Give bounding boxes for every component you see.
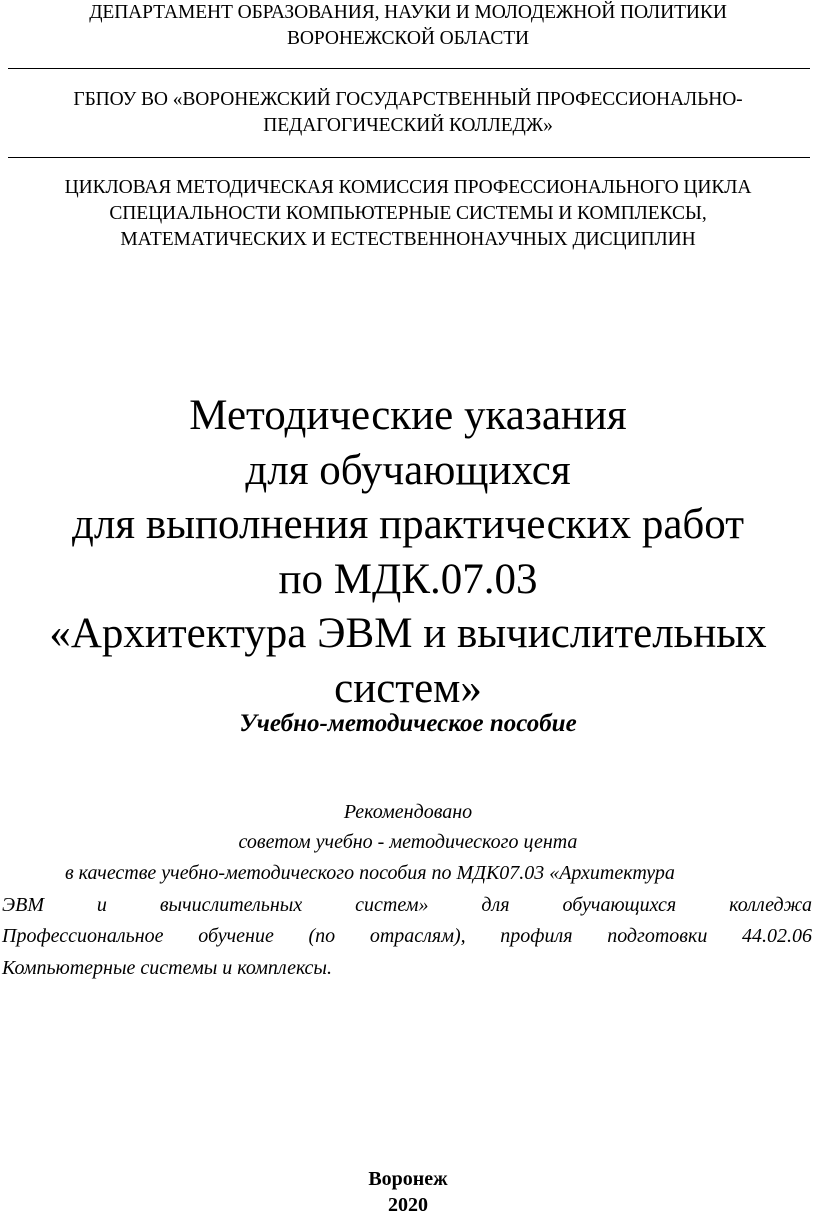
institution-header — [0, 87, 816, 139]
institution-line-1: ГБПОУ ВО «ВОРОНЕЖСКИЙ ГОСУДАРСТВЕННЫЙ ПРОФЕССИОНАЛЬНО- — [73, 89, 743, 110]
title-line-1: Методические указания — [189, 392, 627, 439]
recommended-label: Рекомендовано — [343, 801, 473, 823]
department-line-2: ВОРОНЕЖСКОЙ ОБЛАСТИ — [286, 28, 530, 49]
department-line-1: ДЕПАРТАМЕНТ ОБРАЗОВАНИЯ, НАУКИ И МОЛОДЕЖНОЙ ПОЛИТИКИ — [89, 2, 727, 23]
title-line-2: для обучающихся — [245, 446, 571, 494]
title-line-6: систем» — [334, 664, 482, 712]
title-line-5: «Архитектура ЭВМ и вычислительных — [49, 610, 767, 657]
commission-line-1: ЦИКЛОВАЯ МЕТОДИЧЕСКАЯ КОМИССИЯ ПРОФЕССИОНАЛЬНОГО ЦИКЛА — [64, 177, 752, 198]
recommendation-paragraph — [2, 858, 812, 984]
recommendation-para-line-3: Профессиональное обучение (по отраслям), профиля подготовки 44.02.06 — [2, 925, 812, 947]
recommendation-para-line-4: Компьютерные системы и комплексы. — [2, 956, 332, 979]
footer-year: 2020 — [388, 1194, 428, 1216]
commission-line-3: МАТЕМАТИЧЕСКИХ И ЕСТЕСТВЕННОНАУЧНЫХ ДИСЦИПЛИН — [120, 229, 696, 250]
department-header — [0, 0, 816, 52]
divider-1 — [8, 68, 810, 69]
recommendation-para-line-2: ЭВМ и вычислительных систем» для обучающихся колледжа — [2, 893, 812, 916]
document-subtitle: Учебно-методическое пособие — [239, 710, 577, 737]
recommendation-para-line-1: в качестве учебно-методического пособия по МДК07.03 «Архитектура — [65, 862, 675, 884]
title-line-4: по МДК.07.03 — [278, 555, 538, 603]
footer-city: Воронеж — [368, 1168, 448, 1190]
commission-header — [0, 175, 816, 253]
divider-2 — [8, 157, 810, 158]
institution-line-2: ПЕДАГОГИЧЕСКИЙ КОЛЛЕДЖ» — [263, 115, 553, 136]
title-line-3: для выполнения практических работ — [71, 501, 745, 548]
document-title — [0, 389, 816, 716]
recommended-by: советом учебно - методического цента — [238, 831, 578, 853]
commission-line-2: СПЕЦИАЛЬНОСТИ КОМПЬЮТЕРНЫЕ СИСТЕМЫ И КОМПЛЕКСЫ, — [109, 203, 707, 224]
